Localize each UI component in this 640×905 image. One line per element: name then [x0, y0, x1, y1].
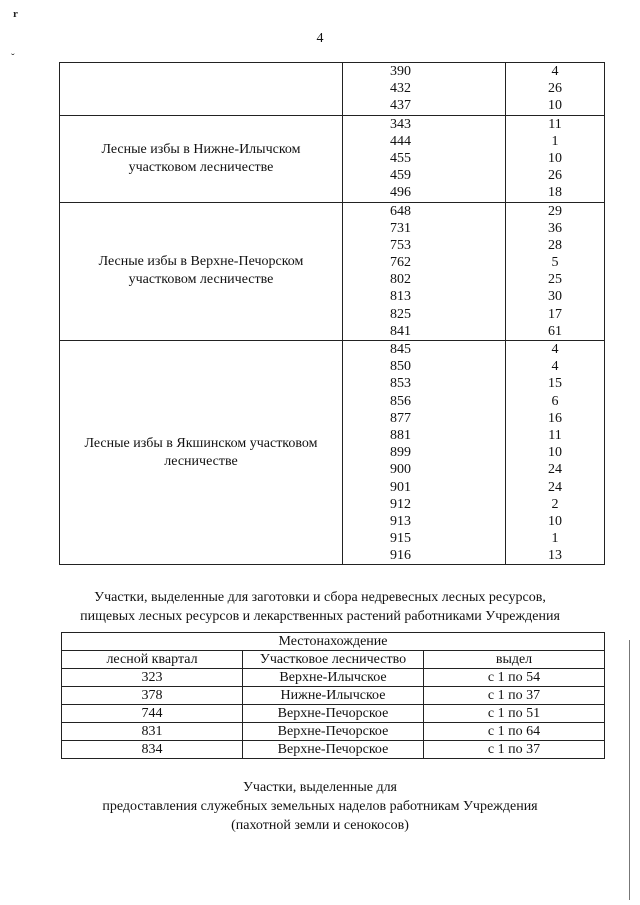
quarter-number: 444	[390, 133, 411, 149]
quarter-number: 845	[390, 342, 411, 357]
quarter-number: 915	[390, 531, 411, 547]
scan-mark-side: ˇ	[11, 52, 15, 64]
quarter-number: 916	[390, 548, 411, 564]
quarter-number: 496	[390, 185, 411, 201]
table-row	[62, 669, 605, 687]
quarters-cell	[343, 115, 506, 202]
quarter-number: 455	[390, 150, 411, 166]
quarters-cell	[343, 202, 506, 341]
plot-number: 24	[548, 462, 562, 478]
quarter-number: 850	[390, 359, 411, 375]
table-cell: с 1 по 54	[424, 669, 605, 687]
section-caption-land	[0, 778, 640, 835]
quarters-cell	[343, 341, 506, 565]
plot-number: 2	[551, 496, 559, 512]
table-header-row	[62, 633, 605, 651]
quarter-number: 912	[390, 496, 411, 512]
scan-mark-top: r	[13, 8, 18, 20]
quarter-number: 881	[390, 427, 411, 443]
plots-cell	[506, 341, 605, 565]
table-cell: Верхне-Илычское	[243, 669, 424, 687]
location-cell	[60, 63, 343, 116]
plots-cell	[506, 202, 605, 341]
quarter-number: 343	[390, 116, 411, 132]
column-header: выдел	[424, 651, 605, 669]
plot-number: 4	[551, 64, 559, 79]
table-header-row	[62, 651, 605, 669]
quarter-number: 390	[390, 64, 411, 79]
plot-number: 26	[548, 81, 562, 97]
section-caption-resources	[0, 588, 640, 626]
table-cell: Верхне-Печорское	[243, 705, 424, 723]
plot-number: 61	[548, 323, 562, 339]
location-cell: Лесные избы в Нижне-Илычском участковом лесничестве	[60, 115, 343, 202]
quarter-number: 900	[390, 462, 411, 478]
plot-number: 18	[548, 185, 562, 201]
plot-number: 17	[548, 306, 562, 322]
table-row	[60, 202, 605, 341]
table-cell: с 1 по 51	[424, 705, 605, 723]
table-cell: с 1 по 64	[424, 723, 605, 741]
table-row	[62, 687, 605, 705]
quarter-number: 432	[390, 81, 411, 97]
quarter-number: 856	[390, 393, 411, 409]
location-table	[61, 632, 605, 759]
plot-number: 10	[548, 150, 562, 166]
table-row	[60, 63, 605, 116]
plot-number: 1	[551, 531, 559, 547]
table-row	[62, 741, 605, 759]
plot-number: 10	[548, 445, 562, 461]
table-cell: Верхне-Печорское	[243, 741, 424, 759]
plot-number: 6	[551, 393, 559, 409]
quarter-number: 899	[390, 445, 411, 461]
table-cell: 831	[62, 723, 243, 741]
caption-line: Участки, выделенные для заготовки и сбора недревесных лесных ресурсов,	[94, 590, 546, 605]
quarter-number: 813	[390, 289, 411, 305]
plots-cell	[506, 63, 605, 116]
quarter-number: 901	[390, 479, 411, 495]
table-group-header: Местонахождение	[62, 633, 605, 651]
plot-number: 10	[548, 513, 562, 529]
plot-number: 16	[548, 410, 562, 426]
table-cell: Нижне-Илычское	[243, 687, 424, 705]
quarter-number: 802	[390, 272, 411, 288]
table-cell: с 1 по 37	[424, 687, 605, 705]
table-cell: 834	[62, 741, 243, 759]
plot-number: 24	[548, 479, 562, 495]
scan-edge-line	[629, 640, 630, 900]
quarter-number: 841	[390, 323, 411, 339]
table-cell: 378	[62, 687, 243, 705]
quarter-number: 913	[390, 513, 411, 529]
table-cell: Верхне-Печорское	[243, 723, 424, 741]
plot-number: 1	[551, 133, 559, 149]
plot-number: 28	[548, 237, 562, 253]
plot-number: 11	[548, 427, 562, 443]
plot-number: 4	[551, 359, 559, 375]
plot-number: 11	[548, 116, 562, 132]
table-row	[62, 723, 605, 741]
caption-line: Участки, выделенные для	[243, 780, 397, 795]
plot-number: 13	[548, 548, 562, 564]
table-cell: 744	[62, 705, 243, 723]
column-header: Участковое лесничество	[243, 651, 424, 669]
table-row	[60, 341, 605, 565]
plot-number: 5	[551, 255, 559, 271]
table-row	[60, 115, 605, 202]
quarter-number: 437	[390, 98, 411, 114]
page-number: 4	[316, 31, 324, 46]
plot-number: 26	[548, 168, 562, 184]
column-header: лесной квартал	[62, 651, 243, 669]
plot-number: 30	[548, 289, 562, 305]
plot-number: 25	[548, 272, 562, 288]
plot-number: 29	[548, 203, 562, 219]
plot-number: 4	[551, 342, 559, 357]
table-row	[62, 705, 605, 723]
quarter-number: 753	[390, 237, 411, 253]
caption-line: предоставления служебных земельных наделов работникам Учреждения	[102, 799, 538, 814]
caption-line: (пахотной земли и сенокосов)	[231, 818, 409, 833]
plot-number: 36	[548, 220, 562, 236]
location-cell: Лесные избы в Якшинском участковом лесничестве	[60, 341, 343, 565]
quarters-cell	[343, 63, 506, 116]
quarter-number: 648	[390, 203, 411, 219]
quarter-number: 762	[390, 255, 411, 271]
quarter-number: 825	[390, 306, 411, 322]
table-cell: с 1 по 37	[424, 741, 605, 759]
quarter-number: 459	[390, 168, 411, 184]
plot-number: 15	[548, 376, 562, 392]
caption-line: пищевых лесных ресурсов и лекарственных растений работниками Учреждения	[80, 609, 560, 624]
quarter-number: 853	[390, 376, 411, 392]
location-cell: Лесные избы в Верхне-Печорском участковом лесничестве	[60, 202, 343, 341]
quarter-number: 877	[390, 410, 411, 426]
plots-cell	[506, 115, 605, 202]
plot-number: 10	[548, 98, 562, 114]
table-cell: 323	[62, 669, 243, 687]
quarter-number: 731	[390, 220, 411, 236]
forest-huts-table	[59, 62, 605, 565]
